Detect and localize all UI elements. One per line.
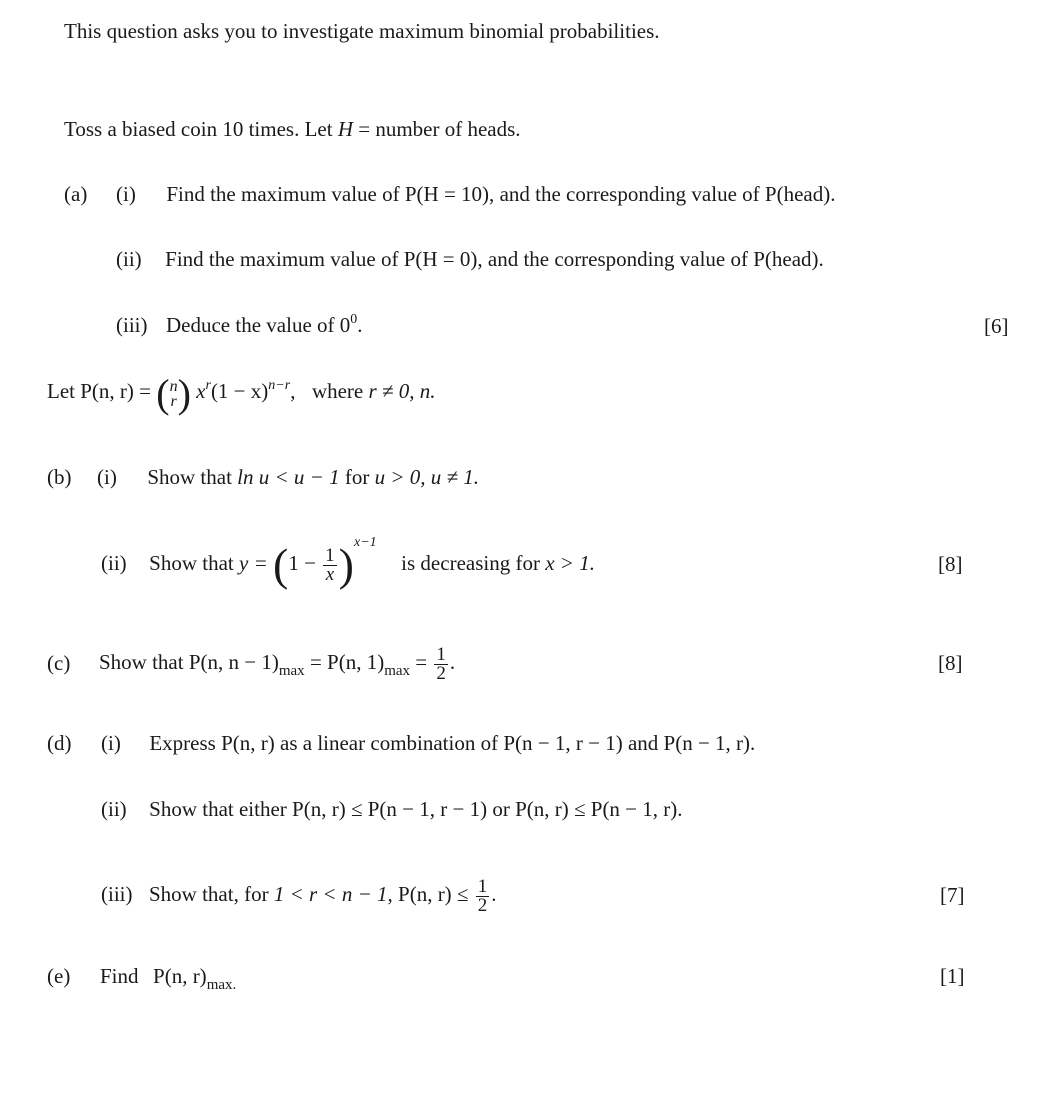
part-b-ii: (ii) Show that y = (1 − $\frac{1}{x}$ )$^{x-1}$ is decreasing for x > 1. bbox=[101, 535, 595, 591]
intro-text: This question asks you to investigate maximum binomial probabilities. bbox=[64, 19, 660, 43]
part-d-i: (i) Express P(n, r) as a linear combination of P(n − 1, r − 1) and P(n − 1, r). bbox=[101, 731, 756, 755]
part-d-iii: (iii) Show that, for 1 < r < n − 1, P(n, r) ≤ $\frac{1}{2}$ . bbox=[101, 875, 497, 916]
fraction-one-over-x: $\frac{1}{x}$ bbox=[325, 544, 335, 585]
fraction-one-half: $\frac{1}{2}$ bbox=[436, 643, 446, 684]
binomial-coefficient: (n r) bbox=[156, 371, 191, 417]
part-e-label: (e) bbox=[47, 964, 71, 988]
part-a-ii: (ii) Find the maximum value of P(H = 0), and the corresponding value of P(head). bbox=[116, 247, 824, 271]
part-e-marks: [1] bbox=[940, 964, 965, 988]
part-c-text: Show that P(n, $n - 1)_{max} = P(n$, $1)_{max}$ = $\frac{1}{2}$ . bbox=[99, 643, 456, 684]
item-label: (ii) bbox=[101, 551, 127, 575]
part-d-marks: [7] bbox=[940, 883, 965, 907]
definition-line: Let P(n, r) = (n r) $x^r(1 - x)^{n-r}$, where r ≠ 0, n. bbox=[47, 371, 436, 417]
part-b-label: (b) bbox=[47, 465, 72, 489]
fraction-one-half: $\frac{1}{2}$ bbox=[477, 875, 488, 916]
item-label: (iii) bbox=[116, 313, 148, 337]
item-label: (ii) bbox=[116, 247, 142, 271]
part-c-marks: [8] bbox=[938, 651, 963, 675]
part-b-i: (i) Show that ln u < u − 1 for u > 0, u ≠ 1. bbox=[97, 465, 480, 489]
setup-text: Toss a biased coin 10 times. Let H = number of heads. bbox=[64, 117, 521, 141]
item-label: (i) bbox=[101, 731, 121, 755]
item-label: (i) bbox=[97, 465, 117, 489]
part-d-ii: (ii) Show that either P(n, r) ≤ P(n − 1, r − 1) or P(n, r) ≤ P(n − 1, r). bbox=[101, 797, 683, 821]
part-e-text: Find P(n, $r)_{max.}$ bbox=[100, 964, 237, 993]
item-label: (iii) bbox=[101, 882, 133, 906]
part-a-i: (i) Find the maximum value of P(H = 10), and the corresponding value of P(head). bbox=[116, 182, 836, 206]
part-d-label: (d) bbox=[47, 731, 72, 755]
item-label: (ii) bbox=[101, 797, 127, 821]
part-a-iii: (iii) Deduce the value of $0^0$. bbox=[116, 312, 363, 337]
part-b-marks: [8] bbox=[938, 552, 963, 576]
item-label: (i) bbox=[116, 182, 136, 206]
part-a-marks: [6] bbox=[984, 314, 1009, 338]
part-c-label: (c) bbox=[47, 651, 71, 675]
part-a-label: (a) bbox=[64, 182, 88, 206]
